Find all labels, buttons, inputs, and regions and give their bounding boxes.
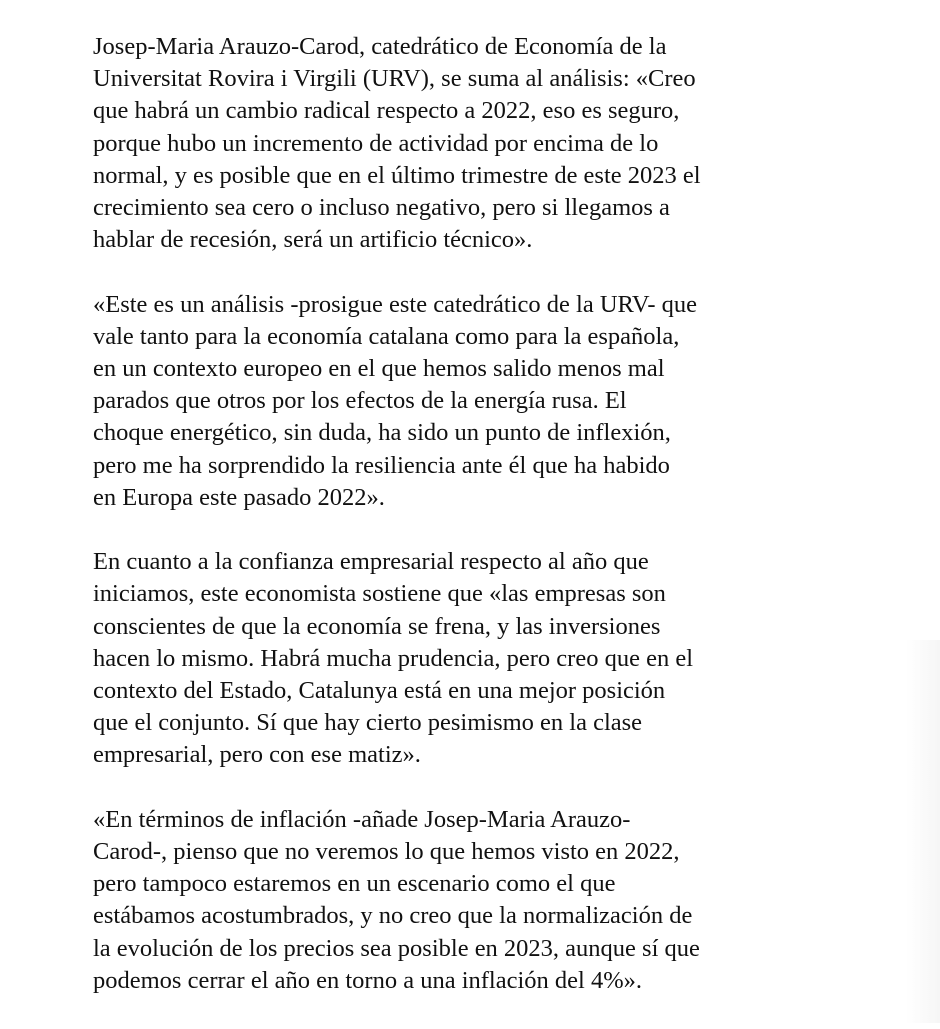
paragraph-line: normal, y es posible que en el último trimestre de este 2023 el <box>93 161 701 189</box>
paragraph-line: pero tampoco estaremos en un escenario como el que <box>93 870 616 898</box>
paragraph-line: iniciamos, este economista sostiene que «las empresas son <box>93 580 666 608</box>
paragraph-line: que el conjunto. Sí que hay cierto pesimismo en la clase <box>93 709 643 737</box>
paragraph-line: pero me ha sorprendido la resiliencia ante él que ha habido <box>93 451 670 479</box>
paragraph-4 <box>93 804 833 997</box>
paragraph-line: Universitat Rovira i Virgili (URV), se suma al análisis: «Creo <box>93 65 696 93</box>
paragraph-line: vale tanto para la economía catalana como para la española, <box>93 322 680 350</box>
paragraph-line: que habrá un cambio radical respecto a 2022, eso es seguro, <box>93 97 680 125</box>
paragraph-line: En cuanto a la confianza empresarial respecto al año que <box>93 548 649 576</box>
paragraph-2 <box>93 289 833 514</box>
paragraph-line: Carod-, pienso que no veremos lo que hemos visto en 2022, <box>93 838 680 866</box>
paragraph-line: podemos cerrar el año en torno a una inflación del 4%». <box>93 966 643 994</box>
paragraph-line: porque hubo un incremento de actividad por encima de lo <box>93 129 659 157</box>
paragraph-line: estábamos acostumbrados, y no creo que la normalización de <box>93 902 693 930</box>
article-body <box>93 31 833 1029</box>
paragraph-line: conscientes de que la economía se frena, y las inversiones <box>93 612 661 640</box>
paragraph-line: en Europa este pasado 2022». <box>93 483 385 511</box>
paragraph-line: contexto del Estado, Catalunya está en una mejor posición <box>93 677 666 705</box>
paragraph-line: hacen lo mismo. Habrá mucha prudencia, pero creo que en el <box>93 644 693 672</box>
paragraph-line: en un contexto europeo en el que hemos salido menos mal <box>93 355 665 383</box>
paragraph-line: «En términos de inflación -añade Josep-Maria Arauzo- <box>93 805 631 833</box>
paragraph-line: parados que otros por los efectos de la energía rusa. El <box>93 387 627 415</box>
paragraph-line: crecimiento sea cero o incluso negativo, pero si llegamos a <box>93 194 670 222</box>
paragraph-line: la evolución de los precios sea posible en 2023, aunque sí que <box>93 934 700 962</box>
paragraph-line: «Este es un análisis -prosigue este catedrático de la URV- que <box>93 290 698 318</box>
paragraph-3 <box>93 546 833 771</box>
page-edge-shade <box>906 640 940 1023</box>
paragraph-line: hablar de recesión, será un artificio técnico». <box>93 226 533 254</box>
paragraph-line: choque energético, sin duda, ha sido un punto de inflexión, <box>93 419 671 447</box>
paragraph-line: Josep-Maria Arauzo-Carod, catedrático de Economía de la <box>93 33 667 60</box>
paragraph-1 <box>93 31 833 256</box>
paragraph-line: empresarial, pero con ese matiz». <box>93 741 421 769</box>
